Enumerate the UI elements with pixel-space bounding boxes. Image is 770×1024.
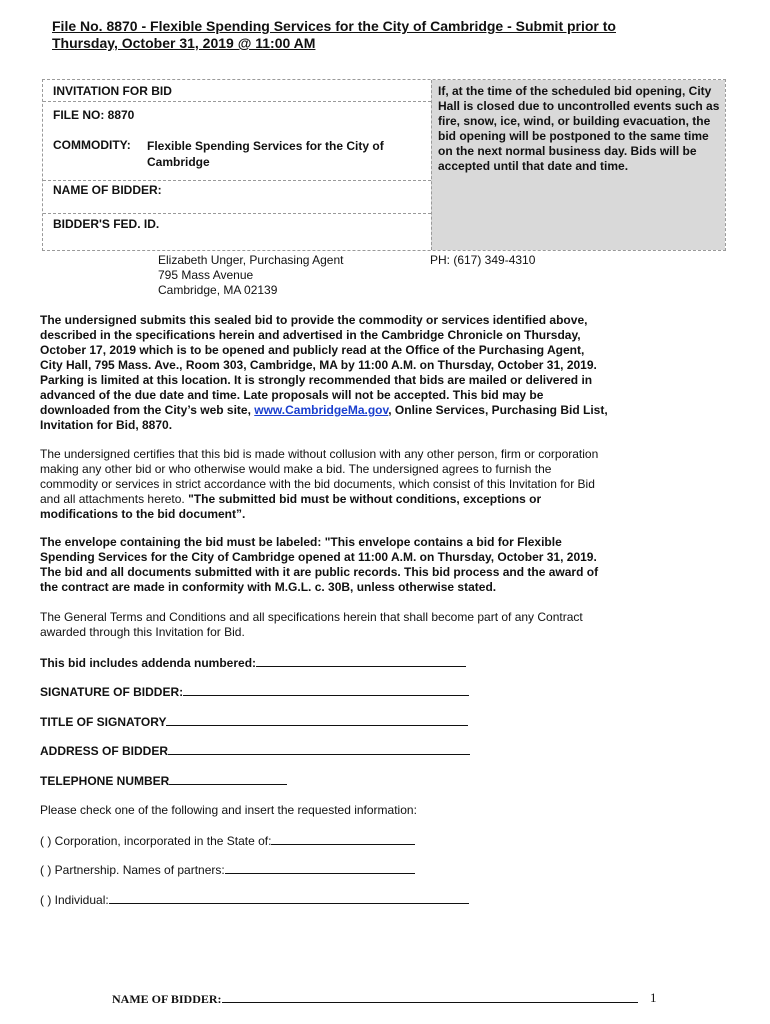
footer-bidder-name [112,990,638,1007]
telephone-input-line[interactable] [169,773,287,785]
agent-street: 795 Mass Avenue [158,268,254,282]
signature-input-line[interactable] [183,684,469,696]
commodity-cell [43,102,431,181]
addenda-label: This bid includes addenda numbered: [40,656,257,670]
individual-label[interactable]: ( ) Individual: [40,893,109,907]
title-field [40,714,468,730]
individual-name-line[interactable] [109,892,469,904]
document-header [52,18,732,52]
submission-paragraph [40,313,610,433]
individual-option [40,892,469,908]
commodity-label: COMMODITY: [53,138,131,152]
header-line-2: Thursday, October 31, 2019 @ 11:00 AM [52,35,316,51]
general-terms-paragraph: The General Terms and Conditions and all specifications herein that shall become part of any Contract awarded through this Invitation for Bid. [40,610,583,639]
partnership-label[interactable]: ( ) Partnership. Names of partners: [40,863,225,877]
commodity-line-2: Cambridge [147,155,210,169]
certification-bold-text: "The submitted bid must be without conditions, exceptions or modifications to the bid document”. [40,492,542,521]
address-input-line[interactable] [168,743,470,755]
bid-info-table [42,79,726,251]
partnership-option [40,862,415,878]
invitation-cell [43,80,431,102]
partners-names-line[interactable] [225,862,415,874]
submission-text: The undersigned submits this sealed bid to provide the commodity or services identified above, described in the specifications herein and advertised in the Cambridge Chronicle on Thursday, October 17, 2019 which is to be opened and publicly read at the Office of the Purchasing Agent, City Hall, 795 Mass. Ave., Room 303, Cambridge, MA by 11:00 A.M. on Thursday, October 31, 2019. Parking is limited at this location. It is strongly recommended that bids are mailed or delivered in advanced of the due date and time. Late proposals will not be accepted. This bid may be downloaded from the City’s web site, [40,313,597,417]
footer-name-line[interactable] [222,990,638,1003]
corporation-state-line[interactable] [271,833,415,845]
file-no-label: FILE NO: 8870 [53,108,135,122]
title-label: TITLE OF SIGNATORY [40,715,167,729]
signature-label: SIGNATURE OF BIDDER: [40,685,184,699]
closure-note-box [431,80,725,250]
invitation-label: INVITATION FOR BID [53,84,172,98]
agent-phone: PH: (617) 349-4310 [430,253,536,267]
page-number: 1 [650,990,657,1005]
header-line-1: File No. 8870 - Flexible Spending Services for the City of Cambridge - Submit prior to [52,18,616,34]
bidder-name-cell [43,181,431,214]
city-website-link[interactable]: www.CambridgeMa.gov [254,403,389,417]
fed-id-label: BIDDER'S FED. ID. [53,217,160,231]
corporation-option [40,833,415,849]
commodity-line-1: Flexible Spending Services for the City of [147,139,384,153]
telephone-field [40,773,287,789]
telephone-label: TELEPHONE NUMBER [40,774,170,788]
addenda-field [40,655,466,671]
agent-name: Elizabeth Unger, Purchasing Agent [158,253,344,267]
closure-note: If, at the time of the scheduled bid opening, City Hall is closed due to uncontrolled events such as fire, snow, ice, wind, or building evacuation, the bid opening will be postponed to the same time on the next normal business day. Bids will be accepted until that date and time. [438,84,720,173]
address-field [40,743,470,759]
purchasing-agent-address [158,253,343,298]
entity-type-instruction: Please check one of the following and insert the requested information: [40,803,417,817]
address-label: ADDRESS OF BIDDER [40,744,169,758]
addenda-input-line[interactable] [256,655,466,667]
title-input-line[interactable] [166,714,468,726]
signature-field [40,684,469,700]
submission-tail: , Online Services, Purchasing Bid List, Invitation for Bid, 8870. [40,403,608,432]
bidder-name-label: NAME OF BIDDER: [53,183,162,197]
corporation-label[interactable]: ( ) Corporation, incorporated in the State of: [40,834,272,848]
certification-text: The undersigned certifies that this bid is made without collusion with any other person, firm or corporation making any other bid or who otherwise would make a bid. The undersigned agrees to furnish the commodity or services in strict accordance with the bid documents, which consist of this Invitation for Bid and all attachments hereto. [40,447,599,506]
footer-name-label: NAME OF BIDDER: [112,992,222,1006]
certification-paragraph [40,447,610,522]
envelope-label-paragraph: The envelope containing the bid must be labeled: "This envelope contains a bid for Flexible Spending Services for the City of Cambridge opened at 11:00 A.M. on Thursday, October 31, 2019. The bid and all documents submitted with it are public records. This bid process and the award of the contract are made in conformity with M.G.L. c. 30B, unless otherwise stated. [40,535,599,594]
agent-city: Cambridge, MA 02139 [158,283,278,297]
bid-info-left-column [43,80,431,250]
